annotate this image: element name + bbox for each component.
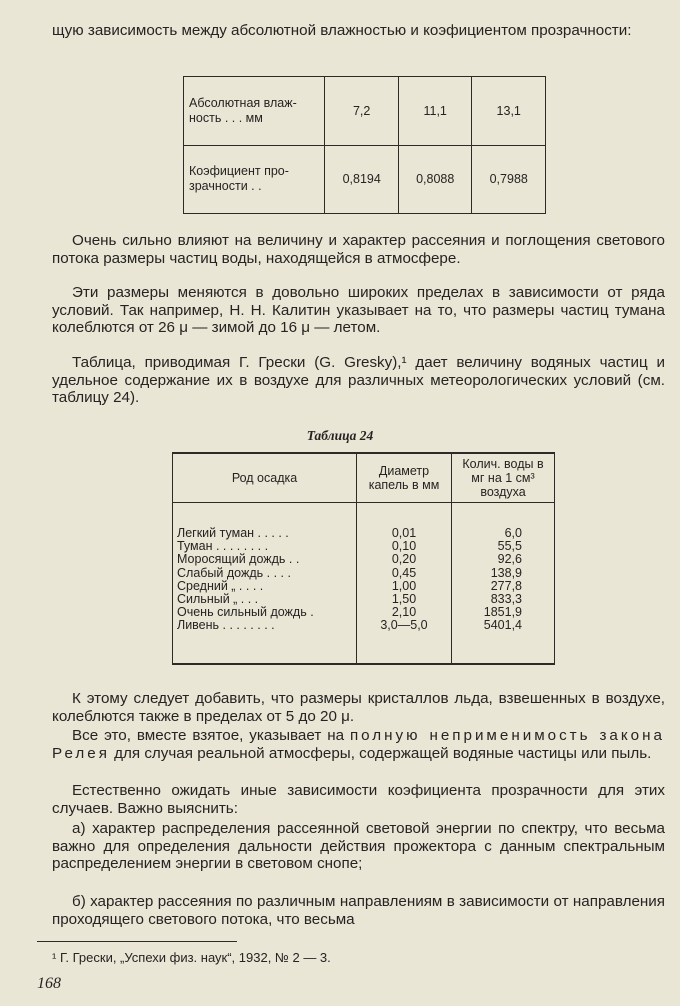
table-cell: 2,10 [357,606,452,619]
table-cell: Средний „ . . . . [173,580,357,593]
table-cell: 0,7988 [472,145,546,214]
paragraph: К этому следует добавить, что размеры кристаллов льда, взвешенных в воздухе, колеблются также в пределах от 5 до 20 μ. [52,690,665,725]
table-row-label: Абсолютная влажность . . . мм [184,77,325,146]
paragraph [52,727,665,762]
table-cell: 11,1 [398,77,472,146]
footnote: ¹ Г. Грески, „Успехи физ. наук“, 1932, № 2 — 3. [52,950,331,965]
page-number: 168 [37,975,61,992]
table-cell: 833,3 [452,593,555,606]
table-cell: 138,9 [452,567,555,580]
column-header: Род осадка [173,453,357,503]
footnote-divider [37,941,237,942]
table-cell: 1851,9 [452,606,555,619]
table-cell: Слабый дождь . . . . [173,567,357,580]
table-cell: 7,2 [325,77,399,146]
table-cell: 55,5 [452,540,555,553]
paragraph-text: Все это, вместе взятое, указывает на [72,727,345,744]
table-row [173,619,555,663]
table-cell: 0,10 [357,540,452,553]
table-cell: 277,8 [452,580,555,593]
precipitation-table [172,452,555,665]
table-cell: 1,00 [357,580,452,593]
table-cell: 92,6 [452,553,555,566]
table-row [184,145,546,214]
paragraph: Очень сильно влияют на величину и характер рассеяния и поглощения светового потока размеры частиц воды, находящейся в атмосфере. [52,232,665,267]
table-cell: 3,0—5,0 [357,619,452,663]
table-cell: 13,1 [472,77,546,146]
table-cell: 0,20 [357,553,452,566]
column-header: Колич. воды в мг на 1 см³ воздуха [452,453,555,503]
paragraph-top: щую зависимость между абсолютной влажностью и коэфициентом прозрачности: [52,22,632,39]
table-caption: Таблица 24 [306,428,374,443]
table-cell: 6,0 [452,527,555,540]
table-cell: 5401,4 [452,619,555,663]
table-cell: Легкий туман . . . . . [173,527,357,540]
table-row [173,567,555,580]
table-header-row [173,453,555,503]
table-cell: Сильный „ . . . [173,593,357,606]
table-cell: 0,01 [357,527,452,540]
paragraph: а) характер распределения рассеянной световой энергии по спектру, что весьма важно для определения дальности действия прожектора с данным спектральным распределением энергии в световом снопе; [52,820,665,873]
table-cell: Моросящий дождь . . [173,553,357,566]
table-row [184,77,546,146]
table-row-label: Коэфициент прозрачности . . [184,145,325,214]
table-cell: 1,50 [357,593,452,606]
paragraph-text: для случая реальной атмосферы, содержащей водяные частицы или пыль. [114,744,652,762]
table-cell: 0,45 [357,567,452,580]
paragraph: Естественно ожидать иные зависимости коэфициента прозрачности для этих случаев. Важно выяснить: [52,782,665,817]
table-cell: Очень сильный дождь . [173,606,357,619]
table-spacer [173,503,555,528]
column-header: Диаметр капель в мм [357,453,452,503]
table-cell: 0,8088 [398,145,472,214]
table-cell: Ливень . . . . . . . . [173,619,357,663]
table-cell: Туман . . . . . . . . [173,540,357,553]
paragraph: Таблица, приводимая Г. Грески (G. Gresky),¹ дает величину водяных частиц и удельное содержание их в воздухе для различных метеорологических условий (см. таблицу 24). [52,354,665,407]
table-row [173,553,555,566]
humidity-transparency-table [183,76,546,214]
paragraph: Эти размеры меняются в довольно широких пределах в зависимости от ряда условий. Так например, Н. Н. Калитин указывает на то, что размеры частиц тумана колеблются от 26 μ — зимой до 16 μ — летом. [52,284,665,337]
table-cell: 0,8194 [325,145,399,214]
emphasized-text: полную неприменимость закона Релея [52,727,665,762]
paragraph: б) характер рассеяния по различным направлениям в зависимости от направления проходящего светового потока, что весьма [52,893,665,928]
